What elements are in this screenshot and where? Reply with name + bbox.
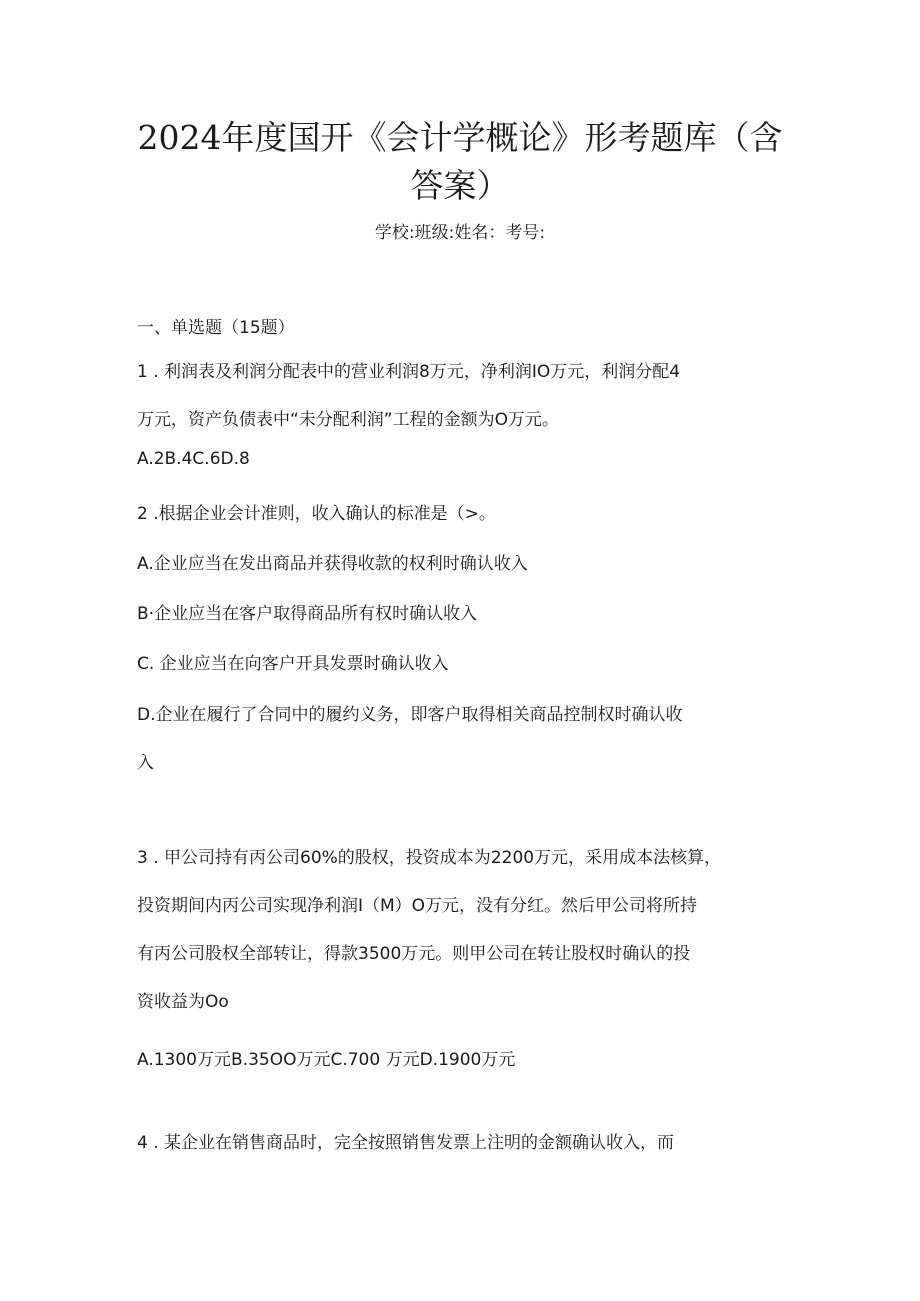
question-1-line-2: 万元，资产负债表中“未分配利润”工程的金额为O万元。 — [137, 410, 559, 430]
question-3-line-3: 有丙公司股权全部转让，得款3500万元。则甲公司在转让股权时确认的投 — [137, 944, 691, 964]
question-2-stem: 2 .根据企业会计准则，收入确认的标准是（>。 — [137, 504, 496, 524]
document-title-line-1: 2024年度国开《会计学概论》形考题库（含 — [137, 118, 783, 157]
question-3-options: A.1300万元B.35OO万元C.700 万元D.1900万元 — [137, 1050, 516, 1070]
question-1-line-1: 1 . 利润表及利润分配表中的营业利润8万元，净利润IO万元，利润分配4 — [137, 362, 681, 382]
question-3-line-4: 资收益为Oo — [137, 992, 229, 1012]
question-4-line-1: 4 . 某企业在销售商品时，完全按照销售发票上注明的金额确认收入，而 — [137, 1133, 675, 1153]
question-1-options: A.2B.4C.6D.8 — [137, 449, 250, 469]
student-info-line: 学校:班级:姓名：考号: — [374, 223, 546, 243]
question-2-option-c: C. 企业应当在向客户开具发票时确认收入 — [137, 654, 449, 674]
document-title-line-2: 答案） — [410, 166, 510, 205]
question-2-option-d-line-2: 入 — [137, 753, 154, 773]
question-3-line-1: 3 . 甲公司持有丙公司60%的股权，投资成本为2200万元，采用成本法核算， — [137, 848, 722, 868]
question-2-option-a: A.企业应当在发出商品并获得收款的权利时确认收入 — [137, 554, 528, 574]
section-heading: 一、单选题（15题） — [137, 318, 295, 338]
question-3-line-2: 投资期间内丙公司实现净利润I（M）O万元，没有分红。然后甲公司将所持 — [137, 896, 698, 916]
question-2-option-b: B·企业应当在客户取得商品所有权时确认收入 — [137, 604, 478, 624]
question-2-option-d-line-1: D.企业在履行了合同中的履约义务，即客户取得相关商品控制权时确认收 — [137, 705, 683, 725]
